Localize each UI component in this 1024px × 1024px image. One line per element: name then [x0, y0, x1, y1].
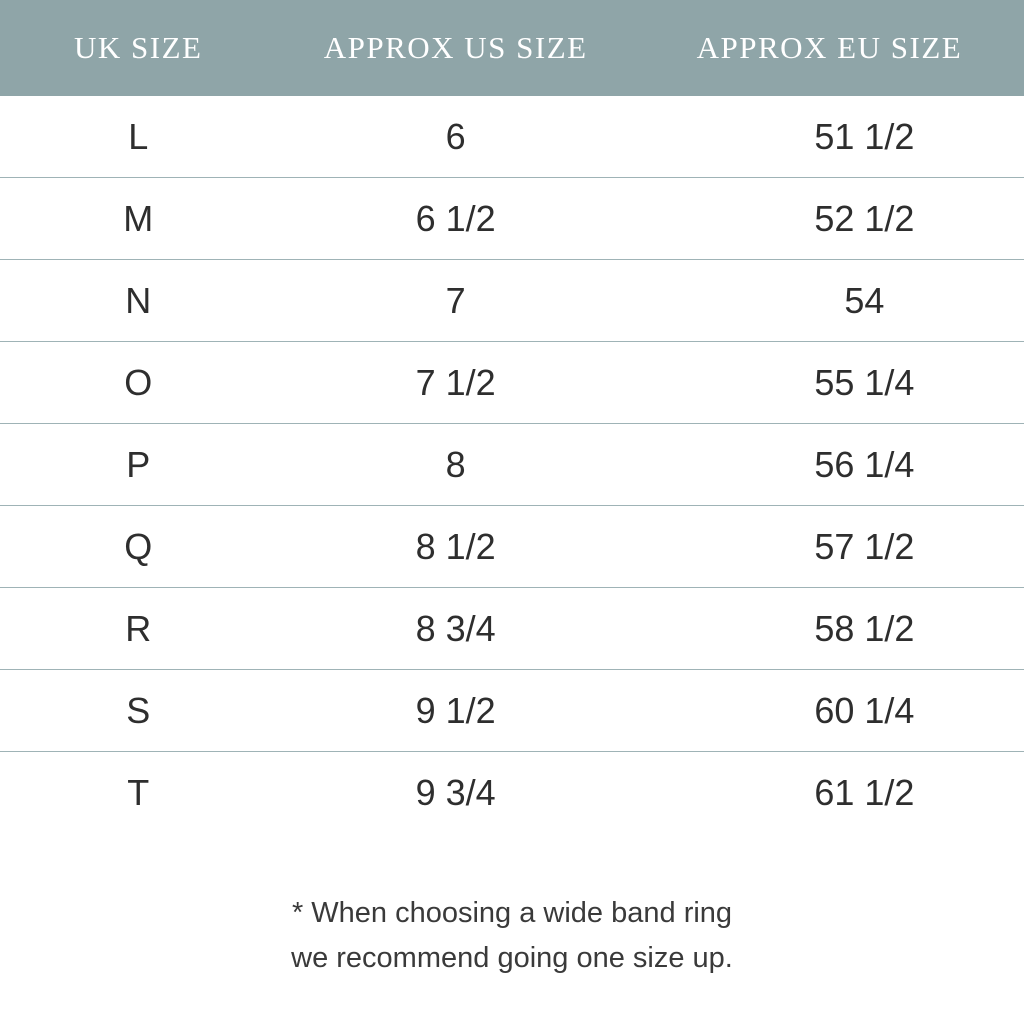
cell-eu-size: 58 1/2 [814, 607, 915, 649]
cell-uk-size: S [126, 689, 151, 731]
table-row [0, 752, 1024, 833]
cell-us-size: 7 1/2 [415, 361, 496, 403]
table-row [0, 670, 1024, 752]
table-header-row [0, 0, 1024, 96]
cell-us-size: 8 1/2 [415, 525, 496, 567]
cell-uk-size: T [127, 771, 150, 813]
table-row [0, 260, 1024, 342]
table-row [0, 424, 1024, 506]
cell-uk-size: R [125, 607, 152, 649]
column-header-uk-size: UK SIZE [74, 30, 203, 65]
cell-uk-size: L [128, 115, 149, 157]
cell-eu-size: 51 1/2 [814, 115, 915, 157]
cell-eu-size: 54 [844, 279, 885, 321]
cell-eu-size: 56 1/4 [814, 443, 915, 485]
table-row [0, 178, 1024, 260]
table-row [0, 588, 1024, 670]
cell-uk-size: O [124, 361, 153, 403]
cell-us-size: 6 1/2 [415, 197, 496, 239]
footnote-line-1: * When choosing a wide band ring [291, 897, 733, 929]
cell-eu-size: 61 1/2 [814, 771, 915, 813]
size-table-body [0, 96, 1024, 833]
table-row [0, 506, 1024, 588]
cell-eu-size: 52 1/2 [814, 197, 915, 239]
cell-us-size: 9 1/2 [415, 689, 496, 731]
cell-eu-size: 60 1/4 [814, 689, 915, 731]
cell-us-size: 9 3/4 [415, 771, 496, 813]
cell-us-size: 8 [445, 443, 466, 485]
footnote [0, 833, 1024, 1024]
footnote-line-2: we recommend going one size up. [291, 941, 733, 974]
cell-uk-size: M [123, 197, 154, 239]
cell-us-size: 7 [445, 279, 466, 321]
cell-eu-size: 55 1/4 [814, 361, 915, 403]
cell-uk-size: Q [124, 525, 153, 567]
column-header-eu-size: APPROX EU SIZE [696, 30, 963, 65]
cell-eu-size: 57 1/2 [814, 525, 915, 567]
column-header-us-size: APPROX US SIZE [323, 30, 588, 65]
cell-us-size: 8 3/4 [415, 607, 496, 649]
table-row [0, 342, 1024, 424]
cell-uk-size: N [125, 279, 152, 321]
table-row [0, 96, 1024, 178]
cell-uk-size: P [126, 443, 151, 485]
cell-us-size: 6 [445, 115, 466, 157]
